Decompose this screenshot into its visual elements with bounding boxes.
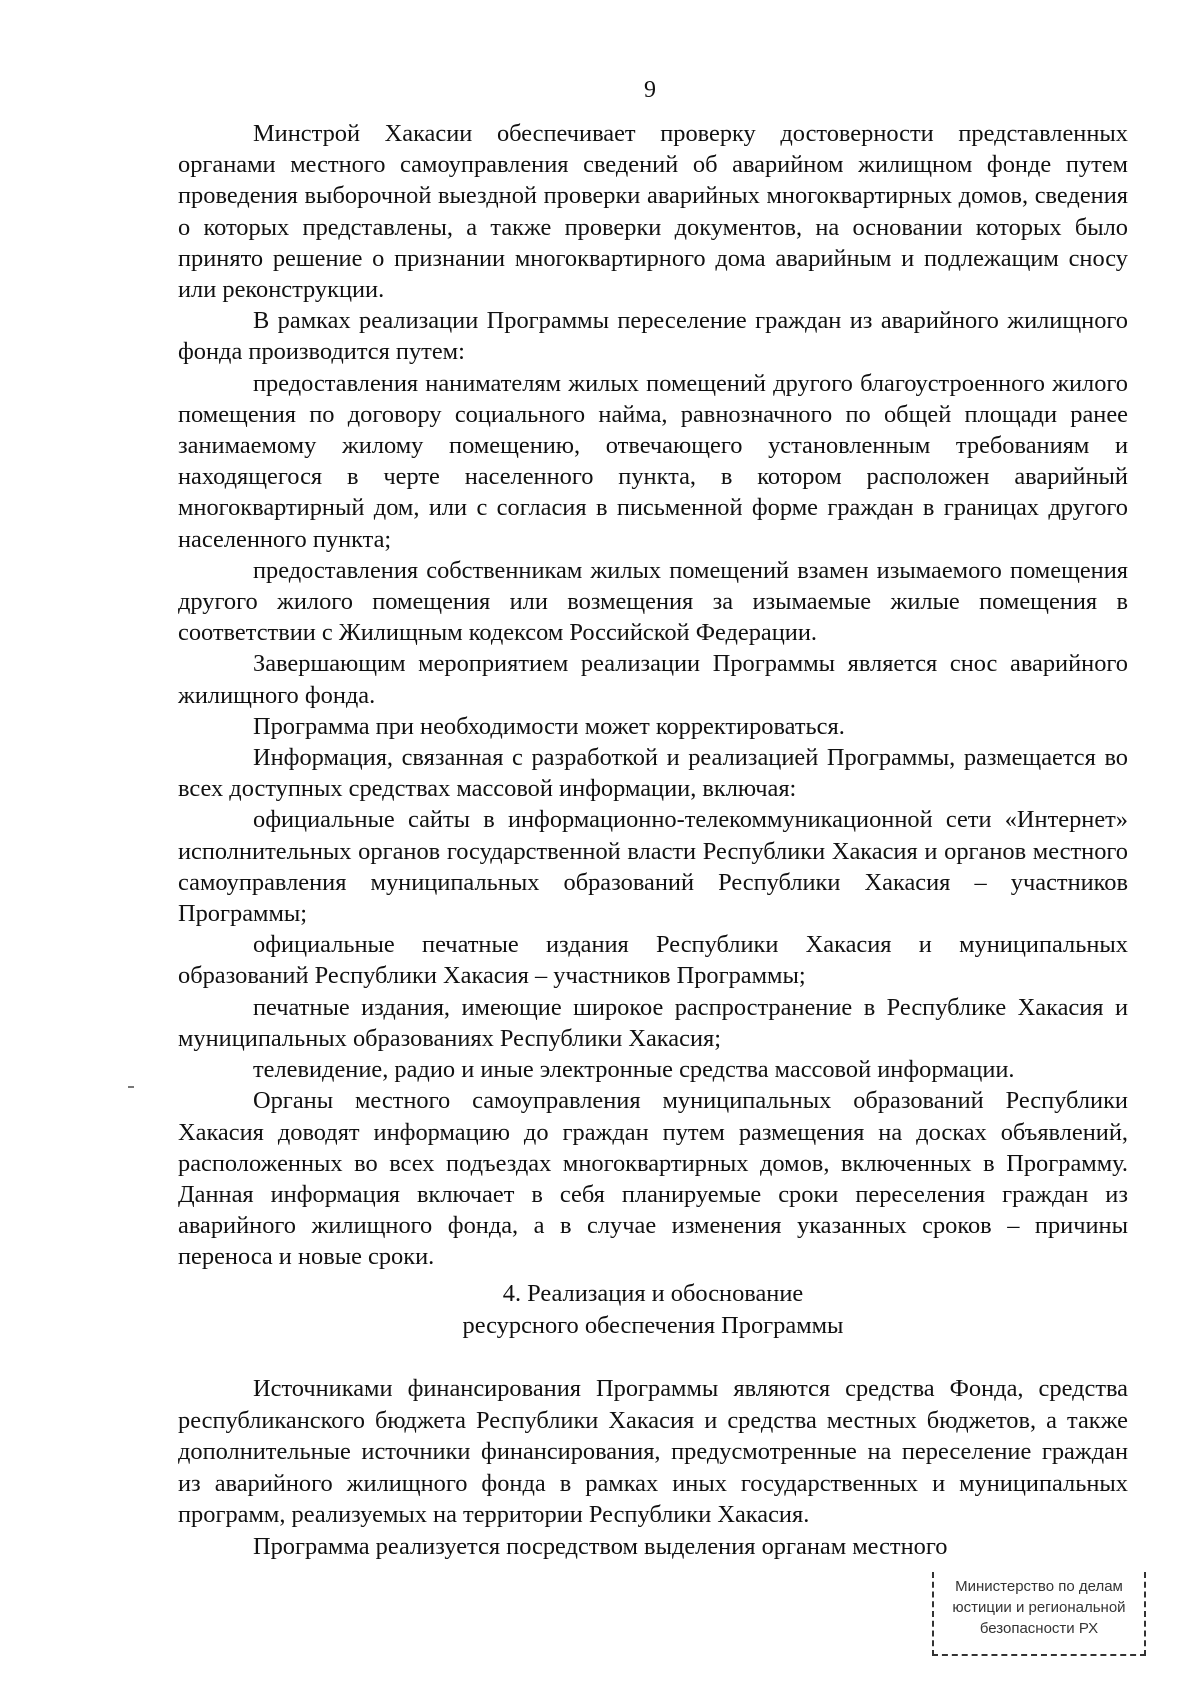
section-heading-line: 4. Реализация и обоснование [502,1280,804,1307]
paragraph: Информация, связанная с разработкой и реализацией Программы, размещается во всех доступных средствах массовой информации, включая: [178,744,1128,803]
section-heading-line: ресурсного обеспечения Программы [462,1312,844,1339]
stamp-line: юстиции и региональной [952,1599,1126,1616]
stamp-line: Министерство по делам [955,1578,1123,1595]
registration-stamp [932,1572,1146,1656]
paragraph: Программа реализуется посредством выделения органам местного [253,1532,948,1560]
paragraph: Минстрой Хакасии обеспечивает проверку достоверности представленных органами местного самоуправления сведений об аварийном жилищном фонде путем проведения выборочной выездной проверки аварийных многоквартирных домов, сведения о которых представлены, а также проверки документов, на основании которых было принято решение о признании многоквартирного дома аварийным и подлежащим сносу или реконструкции. [178,120,1128,304]
margin-mark [128,1086,134,1088]
paragraph: Завершающим мероприятием реализации Программы является снос аварийного жилищного фонда. [178,650,1128,709]
page-number: 9 [644,77,656,103]
section-heading [178,1278,1128,1342]
paragraph: предоставления нанимателям жилых помещений другого благоустроенного жилого помещения по договору социального найма, равнозначного по общей площади ранее занимаемому жилому помещению, отвечающего установленным требованиям и находящегося в черте населенного пункта, в котором расположен аварийный многоквартирный дом, или с согласия в письменной форме граждан в границах другого населенного пункта; [178,369,1128,553]
paragraph: В рамках реализации Программы переселение граждан из аварийного жилищного фонда производится путем: [178,307,1128,366]
paragraph: телевидение, радио и иные электронные средства массовой информации. [253,1056,1015,1084]
stamp-line: безопасности РХ [979,1620,1099,1637]
paragraph: Программа при необходимости может корректироваться. [253,712,845,740]
paragraph: предоставления собственникам жилых помещений взамен изымаемого помещения другого жилого помещения или возмещения за изымаемые жилые помещения в соответствии с Жилищным кодексом Российской Федерации. [178,556,1128,647]
body-text [178,118,1128,1273]
paragraph: Органы местного самоуправления муниципальных образований Республики Хакасия доводят информацию до граждан путем размещения на досках объявлений, расположенных во всех подъездах многоквартирных домов, включенных в Программу. Данная информация включает в себя планируемые сроки переселения граждан из аварийного жилищного фонда, а в случае изменения указанных сроков – причины переноса и новые сроки. [178,1087,1128,1271]
paragraph: официальные сайты в информационно-телекоммуникационной сети «Интернет» исполнительных органов государственной власти Республики Хакасия и органов местного самоуправления муниципальных образований Республики Хакасия – участников Программы; [178,806,1128,928]
paragraph: официальные печатные издания Республики Хакасия и муниципальных образований Республики Хакасия – участников Программы; [178,931,1128,990]
section-body-text [178,1373,1128,1562]
paragraph: Источниками финансирования Программы являются средства Фонда, средства республиканского бюджета Республики Хакасия и средства местных бюджетов, а также дополнительные источники финансирования, предусмотренные на переселение граждан из аварийного жилищного фонда в рамках иных государственных и муниципальных программ, реализуемых на территории Республики Хакасия. [178,1375,1128,1528]
paragraph: печатные издания, имеющие широкое распространение в Республике Хакасия и муниципальных образованиях Республики Хакасия; [178,993,1128,1052]
